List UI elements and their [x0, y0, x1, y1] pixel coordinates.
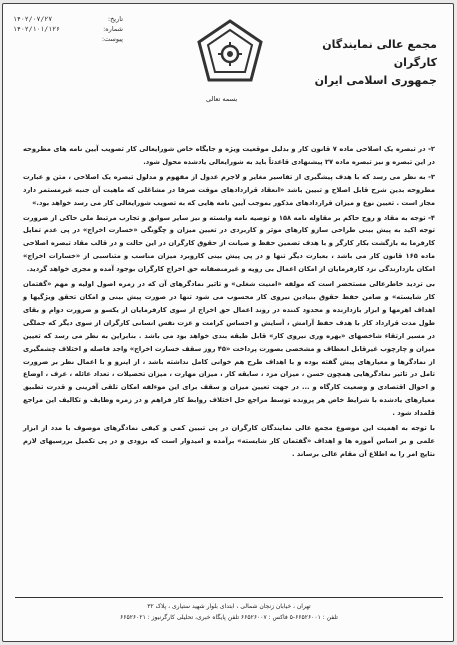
footer-address: تهران ، خیابان زنجان شمالی ، ابتدای بلوار شهید ستیاری ، پلاک ۳۲	[147, 603, 311, 610]
organization-name-line-2: جمهوری اسلامی ایران	[314, 74, 437, 87]
attachment-label: پیوست:	[101, 35, 123, 43]
footer-contact: تلفن : ۶۶۵۲۶۰۰۱-۵ فاکس : ۶۶۵۲۶۰۰۷ تلفن پایگاه خبری، تحلیلی کارگرنیوز : ۶۶۵۲۶۰۲۱	[120, 614, 338, 621]
body-paragraph-4: ۴- توجه به مقاد و روح حاکم بر مقاوله نامه ۱۵۸ و توصیه نامه وابسته و نیز سایر سوابق و تجارب مرتبط ملی حاکی از ضرورت توجه اکید به پیش بینی طراحی سازو کارهای موثر و کاربردی در تعیین میزان و چگونگی «خسارت اخراج» در پی عدم تمایل کارفرما به بازگشت بکار کارگر و با هدف تضمین حفظ و صیانت از حقوق کارگران در این حالت و در قالب مقاد تبصره اصلاحی ماده ۱۶۵ قانون کار می باشد ، بعبارت دیگر تنها و در پی پیش بینی کاروبرد میزان مناسب و متناسبی از «خسارات اخراج» امکان بازدارندگی نزد کارفرمایان از امکان اعمال بی رویه و غیرمنصفانه حق اخراج کارگران بوجود آمده و مجری خواهد گردید.	[23, 213, 435, 274]
body-paragraph-2: ۲- در تبصره یک اصلاحی ماده ۷ قانون کار و بدلیل موقعیت ویژه و جایگاه خاص شورایعالی کار تصویب آیین نامه های مطروحه در این تبصره و نیز تبصره ماده ۲۷ پیشنهادی قاعدتاً باید به شورایعالی یادشده محول شود.	[23, 145, 435, 166]
letter-body	[23, 143, 435, 463]
letter-footer	[15, 597, 443, 623]
organization-name	[287, 36, 437, 90]
date-value: ۱۴۰۲/۰۷/۲۷	[13, 15, 53, 23]
organization-logo-icon	[195, 18, 265, 86]
letter-page	[2, 3, 454, 642]
body-paragraph-job-security: بی تردید خاطرعالی مستحضر است که مولفه «امنیت شغلی» و تاثیر نمادگرهای آن که در زمره اصول اولیه و مهم «گفتمان کار شایسته» و ضامن حفظ حقوق بنیادین نیروی کار محسوب می شود تنها در صورت پیش بینی و امکان تحقق ویژگیها و اهداف اهرمها و ابزار بازدارنده و محدود کننده در روند اعمال حق اخراج از سوی کارفرمایان از یکسو و ضرورت دوام و بقای طول مدت قرارداد کار با هدف حفظ آرامش ، آسایش و احساس کرامت و عزت نفس انسانی کارگران از سوی دیگر که جملگی در مسیر ارتقاء شاخصهای «بهره وری نیروی کار» قابل طبقه بندی خواهد بود می باشد . بنابراین به نظر می رسد که تعیین میزان و چارچوب غیرقابل انعطاف و مشخصی بصورت پرداخت «۴۵ روز سقف خسارت اخراج» واجد فاصله و اختلاف چشمگیری از نمادگرها و معیارهای پیش گفته بوده و با اهداف طرح هم خوانی کامل نداشته باشد ، از اینرو و با اعمال نظر بر ضرورت تامل در تاثیر نمادگرهایی همچون حسن ، میزان مزد ، سابقه کار ، میزان مهارت ، میزان تحصیلات ، تعداد عائله ، عرف ، اوضاع و احوال اقتصادی و وضعیت کارگاه و ... در جهت تعیین میزان و سقف برای این موءلفه امکان تلقی آفرینی و قدرت تطبیق معیارهای یادشده با شرایط خاص هر پرونده توسط مراجع حل اختلاف روابط کار فراهم و در زمره وظایف و تکالیف این مراجع قلمداد شود .	[23, 280, 435, 418]
letter-meta	[13, 14, 123, 44]
number-value: ۱۴۰۲/۱۰۱/۱۲۶	[13, 25, 60, 33]
attachment-row	[13, 34, 123, 44]
basmala: بسمه تعالی	[206, 95, 238, 103]
body-paragraph-3: ۳- به نظر می رسد که با هدف پیشگیری از تفاسیر مغایر و لاجرم عدول از مفهوم و مدلول تبصره یک اصلاحی ، متن و عبارت مطروحه بدین شرح قابل اصلاح و تبیین باشد «انعقاد قراردادهای موقت صرفا در مشاغلی که ماهیت آن جنبه غیرمستمر دارد مجاز است . تعیین نوع و میزان قراردادهای مذکور بموجب آیین نامه هایی که به تصویب شورایعالی کار می رسد خواهد بود.»	[23, 172, 435, 207]
number-row	[13, 24, 123, 34]
body-paragraph-conclusion: با توجه به اهمیت این موضوع مجمع عالی نمایندگان کارگران در پی تبیین کمی و کیفی نمادگرهای موصوف با مدد از ابزار علمی و بر اساس آموزه ها و اهداف «گفتمان کار شایسته» برآمده و امیدوار است که بزودی و در پی تکمیل بررسیهای لازم نتایج امر را به اطلاع آن مقام عالی برساند .	[23, 424, 435, 458]
number-label: شماره:	[103, 25, 123, 33]
date-row	[13, 14, 123, 24]
organization-name-line-1: مجمع عالی نمایندگان کارگران	[322, 38, 437, 69]
date-label: تاریخ:	[107, 15, 123, 23]
